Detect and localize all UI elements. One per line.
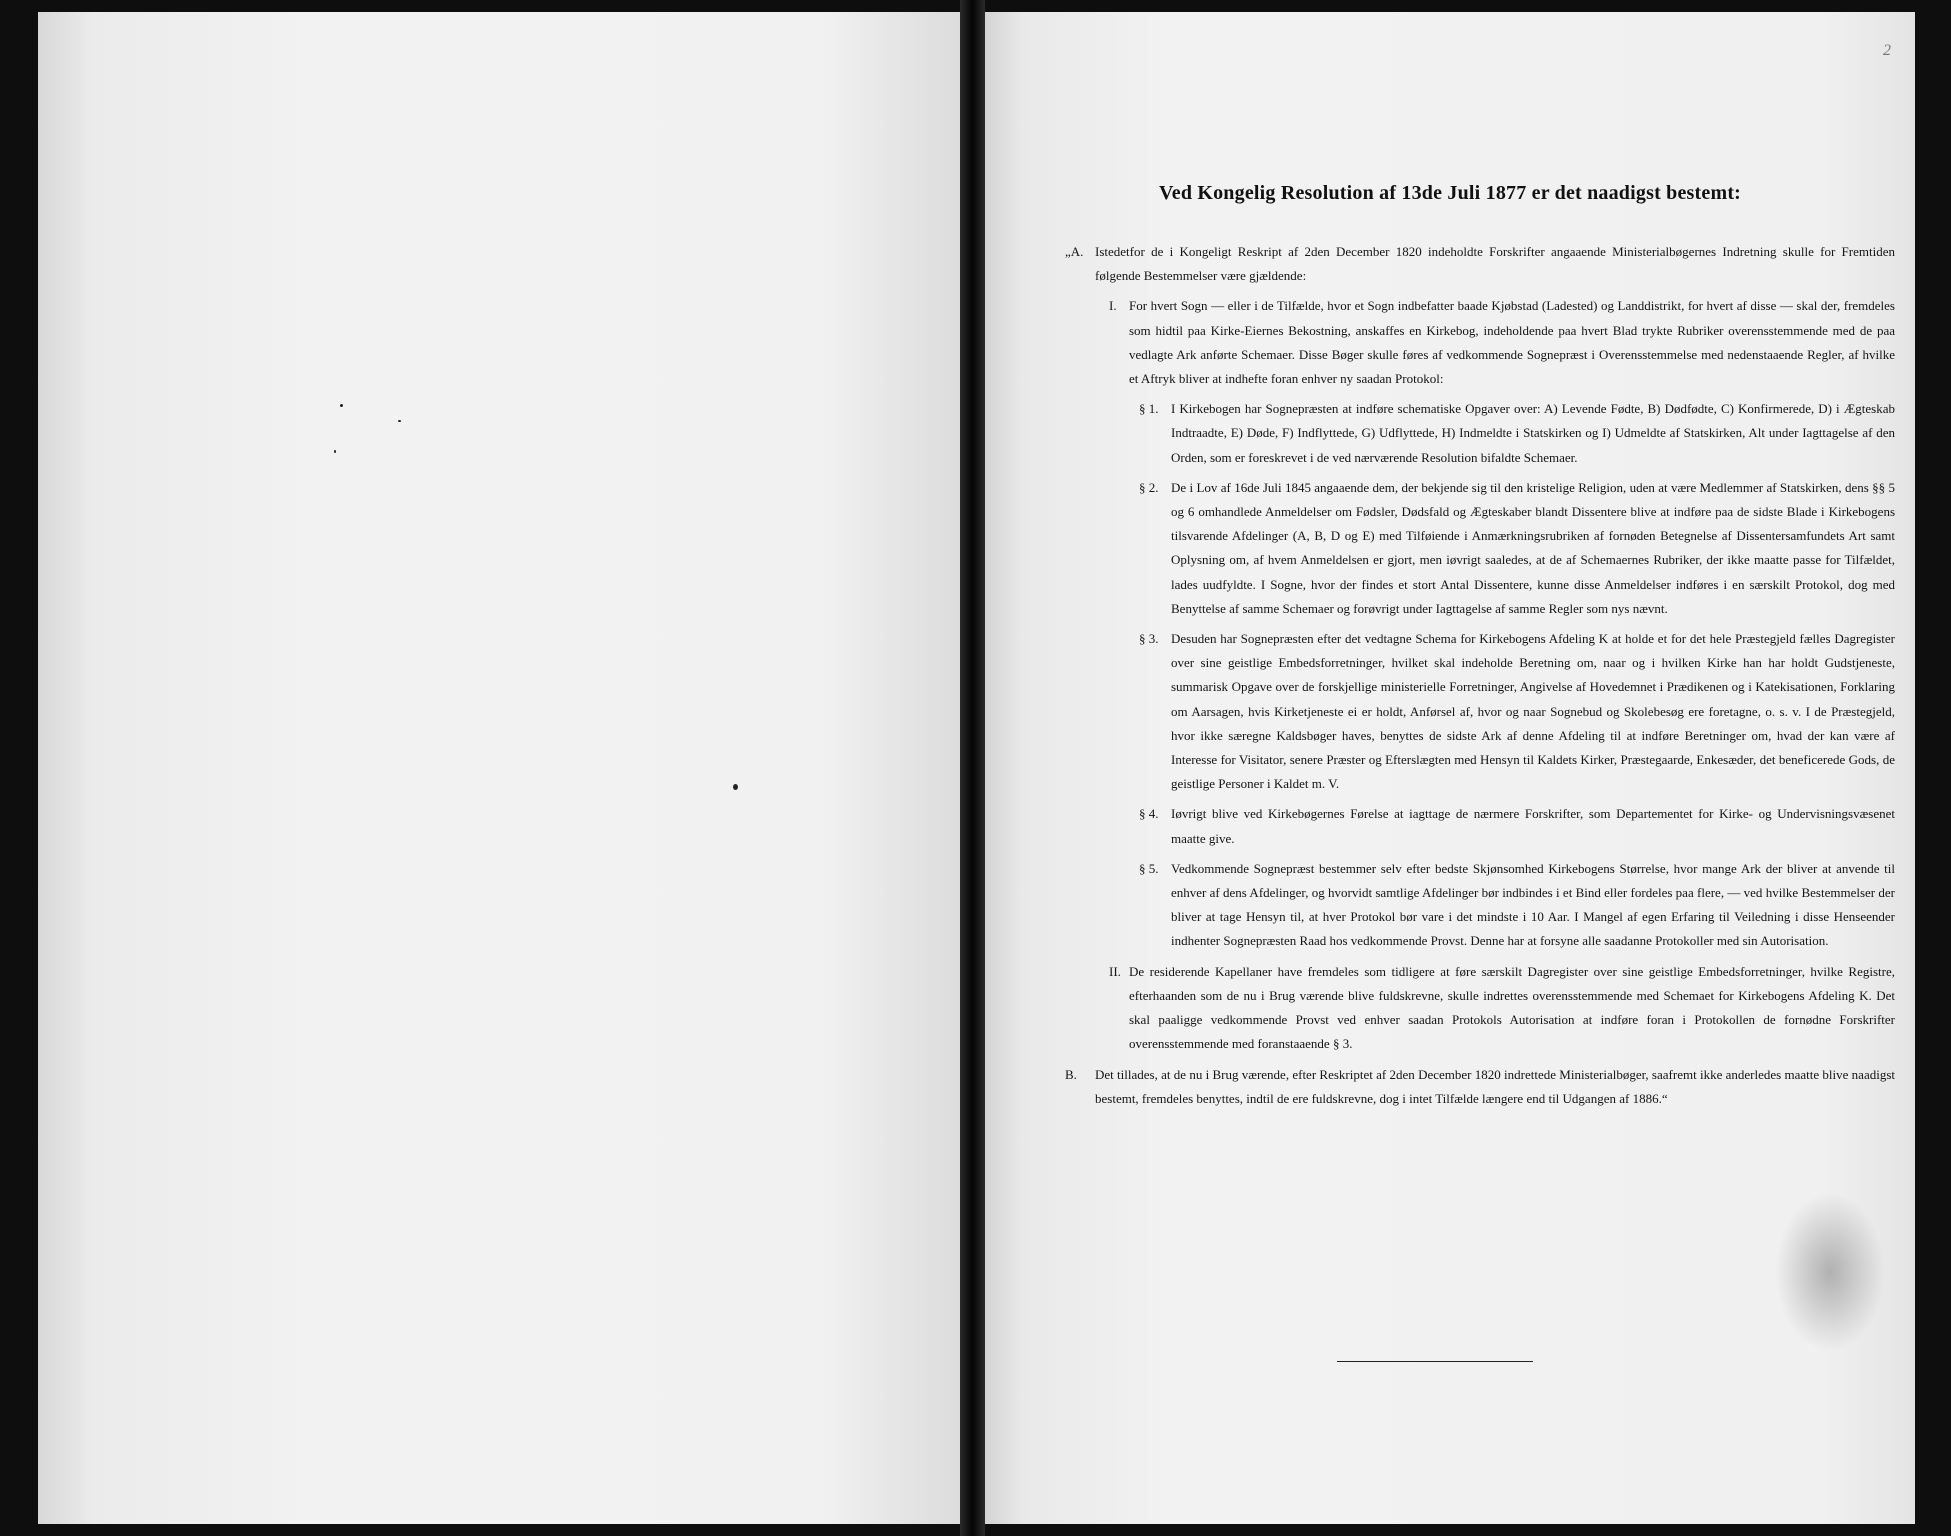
page-smudge <box>1775 1192 1885 1352</box>
closing-rule <box>1337 1361 1533 1362</box>
paragraph-b <box>1065 1063 1895 1111</box>
page-speck <box>398 420 401 422</box>
paragraph-label: B. <box>1065 1066 1077 1082</box>
section-label: § 4. <box>1139 806 1159 822</box>
section-label: § 3. <box>1139 631 1159 647</box>
page-number: 2 <box>1883 42 1891 59</box>
section-3 <box>1081 627 1895 796</box>
section-label: § 2. <box>1139 479 1159 495</box>
section-1 <box>1081 397 1895 470</box>
right-page <box>985 12 1915 1524</box>
paragraph-label: II. <box>1109 963 1121 979</box>
section-label: § 1. <box>1139 401 1159 417</box>
page-speck <box>340 404 343 407</box>
section-text: Desuden har Sognepræsten efter det vedtagne Schema for Kirkebogens Afdeling K at holde et for det hele Præstegjeld fælles Dagregister over sine geistlige Embedsforretninger, hvilket skal indeholde Beretning om, naar og i hvilken Kirke han har holdt Gudstjeneste, summarisk Opgave over de forskjellige ministerielle Forretninger, Angivelse af Hovedemnet i Prædikenen og i Katekisationen, Forklaring om Aarsagen, hvis Kirketjeneste ei er holdt, Anførsel af, hvor og naar Sognebud og Skolebesøg ere foretagne, o. s. v. I de Præstegjeld, hvor ikke særegne Kaldsbøger haves, benyttes de sidste Ark af denne Afdeling til at indføre Beretninger om, hvad der kan være af Interesse for Visitator, senere Præster og Efterslægten med Hensyn til Kaldets Kirker, Præstegaarde, Enkesæder, det beneficerede Gods, de geistlige Personer i Kaldet m. V. <box>1171 631 1895 792</box>
section-text: Vedkommende Sognepræst bestemmer selv efter bedste Skjønsomhed Kirkebogens Størrelse, hvor mange Ark der bliver at anvende til enhver af dens Afdelinger, og hvorvidt samtlige Afdelinger bør indbindes i et Bind eller fordeles paa flere, — ved hvilke Bestemmelser der bliver at tage Hensyn til, at hver Protokol bør vare i det mindste i 10 Aar. I Mangel af egen Erfaring til Veiledning i disse Henseender indhenter Sognepræsten Raad hos vedkommende Provst. Denne har at forsyne alle saadanne Protokoller med sin Autorisation. <box>1171 860 1895 949</box>
page-speck <box>334 450 336 453</box>
paragraph-label: I. <box>1109 298 1117 314</box>
section-label: § 5. <box>1139 860 1159 876</box>
left-page-blank <box>38 12 960 1524</box>
paragraph-text: De residerende Kapellaner have fremdeles som tidligere at føre særskilt Dagregister over sine geistlige Embedsforretninger, hvilke Registre, efterhaanden som de nu i Brug værende blive fuldskrevne, skulle indrettes overensstemmende med Schemaet for Kirkebogens Afdeling K. Det skal paaligge vedkommende Provst ved enhver saadan Protokols Autorisation at indføre foran i Protokollen de fornødne Forskrifter overensstemmende med foranstaaende § 3. <box>1129 963 1895 1052</box>
resolution-text <box>1065 240 1895 1117</box>
section-5 <box>1081 857 1895 954</box>
paragraph-text: Istedetfor de i Kongeligt Reskript af 2den December 1820 indeholdte Forskrifter angaaende Ministerialbøgernes Indretning skulle for Fremtiden følgende Bestemmelser være gjældende: <box>1095 244 1895 284</box>
paragraph-i <box>1081 294 1895 391</box>
section-2 <box>1081 476 1895 621</box>
paragraph-ii <box>1081 960 1895 1057</box>
section-text: I Kirkebogen har Sognepræsten at indføre schematiske Opgaver over: A) Levende Fødte, B) Dødfødte, C) Konfirmerede, D) i Ægteskab Indtraadte, E) Døde, F) Indflyttede, G) Udflyttede, H) Indmeldte i Statskirken og I) Udmeldte af Statskirken, Alt under Iagttagelse af den Orden, som er foreskrevet i de ved nærværende Resolution bifaldte Schemaer. <box>1171 401 1895 465</box>
paragraph-text: For hvert Sogn — eller i de Tilfælde, hvor et Sogn indbefatter baade Kjøbstad (Ladested) og Landdistrikt, for hvert af disse — skal der, fremdeles som hidtil paa Kirke-Eiernes Bekostning, anskaffes en Kirkebog, indeholdende paa hvert Blad trykte Rubriker overensstemmende med de paa vedlagte Ark anførte Schemaer. Disse Bøger skulle føres af vedkommende Sognepræst i Overensstemmelse med nedenstaaende Regler, af hvilke et Aftryk bliver at indhefte foran enhver ny saadan Protokol: <box>1129 298 1895 387</box>
document-title: Ved Kongelig Resolution af 13de Juli 1877 er det naadigst bestemt: <box>1158 182 1742 204</box>
book-gutter <box>960 0 985 1536</box>
paragraph-text: Det tillades, at de nu i Brug værende, efter Reskriptet af 2den December 1820 indrettede Ministerialbøger, saafremt ikke anderledes maatte blive naadigst bestemt, fremdeles benyttes, indtil de ere fuldskrevne, dog i intet Tilfælde længere end til Udgangen af 1886.“ <box>1095 1066 1895 1106</box>
paragraph-label: „A. <box>1065 244 1084 259</box>
page-speck <box>733 784 738 790</box>
section-4 <box>1081 802 1895 850</box>
paragraph-a <box>1065 240 1895 288</box>
section-text: Iøvrigt blive ved Kirkebøgernes Førelse at iagttage de nærmere Forskrifter, som Departementet for Kirke- og Undervisningsvæsenet maatte give. <box>1171 806 1895 846</box>
section-text: De i Lov af 16de Juli 1845 angaaende dem, der bekjende sig til den kristelige Religion, uden at være Medlemmer af Statskirken, dens §§ 5 og 6 omhandlede Anmeldelser om Fødsler, Dødsfald og Ægteskaber blandt Dissentere blive at indføre paa de sidste Blade i Kirkebogens tilsvarende Afdelinger (A, B, D og E) med Tilføiende i Anmærkningsrubriken af fornøden Betegnelse af Dissentersamfundets Art samt Oplysning om, af hvem Anmeldelsen er gjort, men iøvrigt saaledes, at de af Schemaernes Rubriker, der ikke maatte passe for Tilfældet, lades uudfyldte. I Sogne, hvor der findes et stort Antal Dissentere, kunne disse Anmeldelser indføres i en særskilt Protokol, dog med Benyttelse af samme Schemaer og forøvrigt under Iagttagelse af samme Regler som nys nævnt. <box>1171 479 1895 616</box>
